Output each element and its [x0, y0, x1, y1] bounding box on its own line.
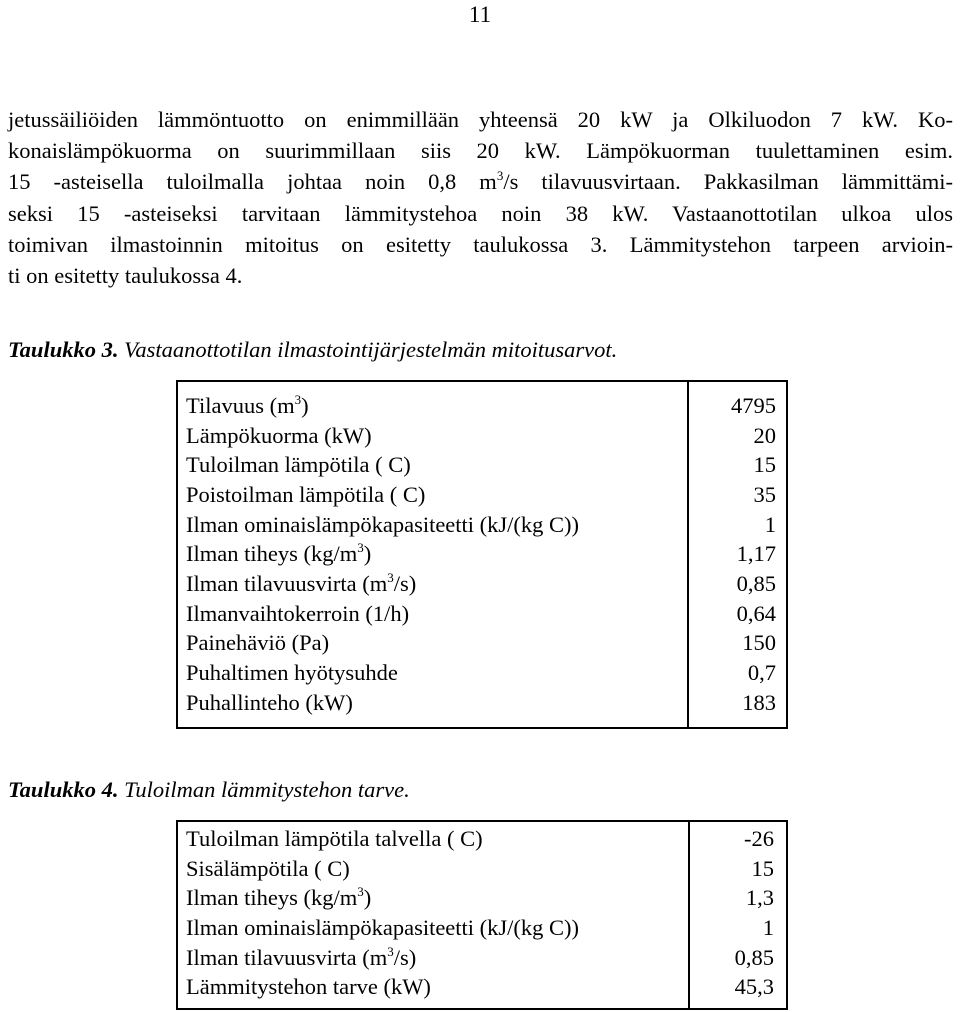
- row-label-text: Ilman ominaislämpökapasiteetti (kJ/(kg C)): [186, 914, 580, 940]
- table4-caption-text: Tuloilman lämmitystehon tarve.: [118, 777, 410, 802]
- superscript: 3: [387, 943, 394, 959]
- row-label-text: ): [301, 392, 309, 418]
- row-label-text: Ilman tilavuusvirta (m: [186, 570, 388, 596]
- row-label: [178, 690, 674, 716]
- table4-caption-number: Taulukko 4.: [8, 777, 119, 802]
- row-value: 35: [753, 481, 776, 507]
- table-row: [178, 883, 786, 913]
- row-label: [178, 856, 672, 882]
- row-value: 0,7: [747, 660, 776, 686]
- row-value: 183: [742, 689, 776, 715]
- row-value: 0,85: [734, 944, 774, 970]
- paragraph-text: /s tilavuusvirtaan. Pakkasilman lämmittämi-: [503, 169, 953, 195]
- row-label-text: Ilman ominaislämpökapasiteetti (kJ/(kg C)): [186, 511, 580, 537]
- superscript: 3: [387, 569, 394, 585]
- row-value: 15: [751, 855, 774, 881]
- paragraph-line: konaislämpökuorma on suurimmillaan siis 20 kW. Lämpökuorman tuulettaminen esim.: [8, 138, 953, 164]
- superscript: 3: [357, 884, 364, 900]
- table3: [176, 380, 788, 729]
- row-label-text: Ilman tiheys (kg/m: [186, 541, 358, 567]
- row-label-text: /s): [393, 570, 417, 596]
- row-label: [178, 915, 672, 941]
- row-label-text: ): [363, 885, 372, 911]
- paragraph-line: seksi 15 -asteiseksi tarvitaan lämmitystehoa noin 38 kW. Vastaanottotilan ulkoa ulos: [8, 200, 953, 226]
- row-value: -26: [744, 825, 774, 851]
- table-row: [178, 391, 786, 421]
- row-label: [178, 482, 674, 508]
- table-row: [178, 599, 786, 629]
- row-value: 0,64: [736, 600, 776, 626]
- table-column-divider: [688, 822, 690, 1008]
- row-label: [178, 660, 674, 686]
- table-row: [178, 913, 786, 943]
- table3-caption-text: Vastaanottotilan ilmastointijärjestelmän mitoitusarvot.: [118, 337, 618, 362]
- table-row: [178, 421, 786, 451]
- row-label: [178, 393, 674, 419]
- superscript: 3: [357, 540, 364, 556]
- table-column-divider: [687, 382, 689, 727]
- row-label: [178, 630, 674, 656]
- row-value: 150: [742, 630, 776, 656]
- row-label-text: ): [363, 541, 372, 567]
- row-label-text: Ilman tilavuusvirta (m: [186, 944, 388, 970]
- row-label: [178, 571, 674, 597]
- row-label: [178, 945, 672, 971]
- paragraph-line: jetussäiliöiden lämmöntuotto on enimmillään yhteensä 20 kW ja Olkiluodon 7 kW. Ko-: [8, 107, 953, 132]
- row-label: [178, 601, 674, 627]
- table3-caption: [8, 335, 617, 365]
- body-paragraph: [8, 104, 953, 291]
- table4-caption: [8, 775, 410, 805]
- row-label: [178, 541, 674, 567]
- row-label: [178, 885, 672, 911]
- table-row: [178, 450, 786, 480]
- page-number: 11: [468, 2, 492, 27]
- row-label-text: Tuloilman lämpötila talvella ( C): [186, 825, 483, 851]
- table3-caption-number: Taulukko 3.: [8, 337, 119, 362]
- row-label-text: Tuloilman lämpötila ( C): [186, 452, 411, 478]
- row-label: [178, 826, 672, 852]
- row-value: 4795: [731, 392, 776, 418]
- row-value: 45,3: [734, 974, 774, 1000]
- paragraph-line: toimivan ilmastoinnin mitoitus on esitetty taulukossa 3. Lämmitystehon tarpeen arvioin-: [8, 231, 953, 257]
- row-label-text: /s): [393, 944, 417, 970]
- row-value: 0,85: [736, 570, 776, 596]
- row-label-text: Lämpökuorma (kW): [186, 422, 372, 448]
- table-row: [178, 688, 786, 718]
- table-row: [178, 629, 786, 659]
- row-label: [178, 423, 674, 449]
- row-value: 15: [753, 452, 776, 478]
- row-label: [178, 452, 674, 478]
- superscript: 3: [496, 168, 504, 184]
- paragraph-line: [8, 166, 953, 197]
- row-label-text: Puhaltimen hyötysuhde: [186, 660, 398, 686]
- row-label: [178, 974, 672, 1000]
- table-row: [178, 854, 786, 884]
- row-value: 1: [762, 914, 774, 940]
- row-label-text: Ilman tiheys (kg/m: [186, 885, 358, 911]
- row-label-text: Tilavuus (m: [186, 392, 295, 418]
- table-row: [178, 943, 786, 973]
- table-row: [178, 972, 786, 1002]
- row-label-text: Painehäviö (Pa): [186, 630, 330, 656]
- row-value: 20: [753, 422, 776, 448]
- row-label-text: Lämmitystehon tarve (kW): [186, 974, 431, 1000]
- paragraph-line: ti on esitetty taulukossa 4.: [8, 263, 243, 289]
- row-value: 1,17: [736, 541, 776, 567]
- row-label-text: Poistoilman lämpötila ( C): [186, 481, 426, 507]
- row-label-text: Puhallinteho (kW): [186, 689, 353, 715]
- superscript: 3: [294, 391, 302, 407]
- row-label: [178, 512, 674, 538]
- table-row: [178, 658, 786, 688]
- table-row: [178, 569, 786, 599]
- table4: [176, 820, 788, 1010]
- table-row: [178, 539, 786, 569]
- paragraph-text: 15 -asteisella tuloilmalla johtaa noin 0,8 m: [8, 169, 497, 195]
- table-row: [178, 510, 786, 540]
- row-value: 1,3: [745, 885, 774, 911]
- row-label-text: Sisälämpötila ( C): [186, 855, 350, 881]
- table-row: [178, 480, 786, 510]
- table-row: [178, 824, 786, 854]
- row-label-text: Ilmanvaihtokerroin (1/h): [186, 600, 410, 626]
- row-value: 1: [764, 511, 776, 537]
